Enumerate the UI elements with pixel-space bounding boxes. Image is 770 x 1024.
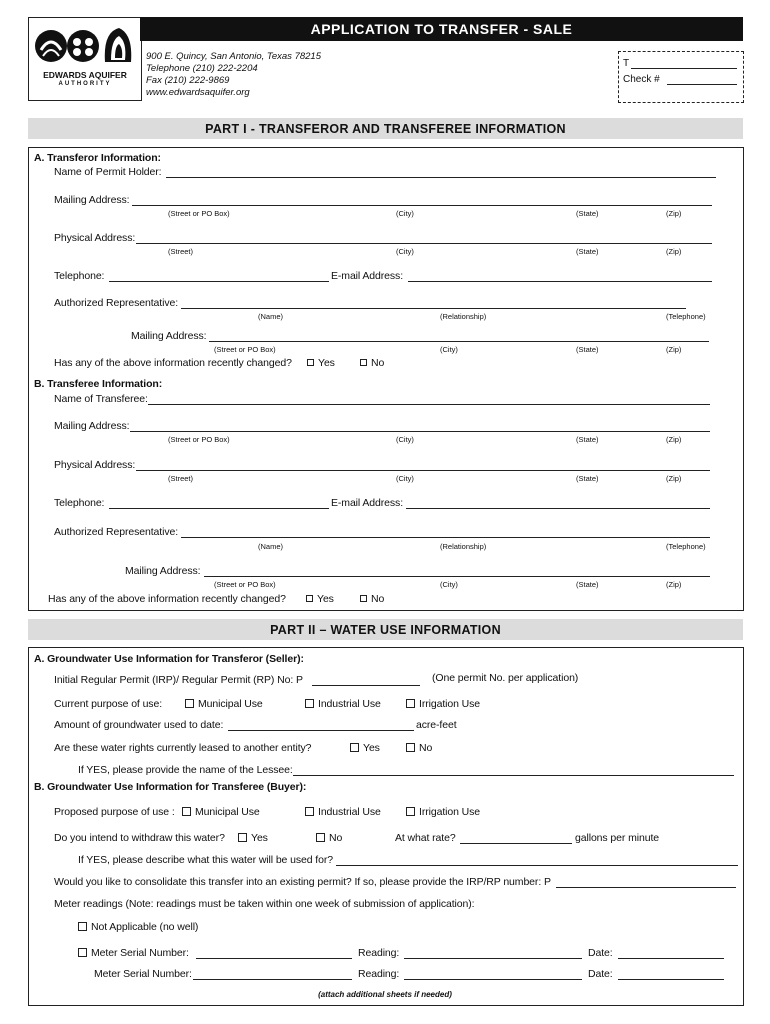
checkbox-icon[interactable] <box>305 807 314 816</box>
describe-label: If YES, please describe what this water will be used for? <box>78 854 333 866</box>
sub-street: (Street) <box>168 474 194 483</box>
transferee-rep-label: Authorized Representative: <box>54 526 179 538</box>
sub-city: (City) <box>396 247 414 256</box>
consolidate-label: Would you like to consolidate this transfer into an existing permit? If so, please provide the IRP/RP number: P <box>54 876 551 888</box>
sub-state: (State) <box>576 435 599 444</box>
not-applicable-option[interactable]: Not Applicable (no well) <box>78 921 198 933</box>
sub-city: (City) <box>396 435 414 444</box>
checkbox-icon[interactable] <box>238 833 247 842</box>
describe-field[interactable] <box>336 865 738 866</box>
checkbox-icon[interactable] <box>350 743 359 752</box>
office-check-label: Check # <box>623 74 660 85</box>
checkbox-icon[interactable] <box>306 595 313 602</box>
current-purpose-label: Current purpose of use: <box>54 698 163 710</box>
transferee-changed-label: Has any of the above information recently changed? <box>48 593 286 605</box>
current-industrial-option[interactable]: Industrial Use <box>305 698 381 710</box>
transferor-email-field[interactable] <box>408 281 712 282</box>
checkbox-icon[interactable] <box>406 699 415 708</box>
sub-street-po: (Street or PO Box) <box>214 580 276 589</box>
sub-name: (Name) <box>258 312 284 321</box>
consolidate-field[interactable] <box>556 887 736 888</box>
transferor-changed-label: Has any of the above information recently changed? <box>54 357 292 369</box>
transferee-rep-mailing-field[interactable] <box>204 576 710 577</box>
transferor-physical-field[interactable] <box>136 243 712 244</box>
office-check-field[interactable] <box>667 84 737 85</box>
meter2-serial-field[interactable] <box>193 979 352 980</box>
transferee-name-field[interactable] <box>148 404 710 405</box>
transferor-mailing-label: Mailing Address: <box>54 194 130 206</box>
transferee-physical-label: Physical Address: <box>54 459 136 471</box>
org-website[interactable]: www.edwardsaquifer.org <box>146 87 250 98</box>
sub-street-po: (Street or PO Box) <box>168 209 230 218</box>
sub-zip: (Zip) <box>666 345 682 354</box>
sub-zip: (Zip) <box>666 435 682 444</box>
office-t-field[interactable] <box>631 68 737 69</box>
transferor-rep-mailing-field[interactable] <box>209 341 709 342</box>
meter1-option[interactable]: Meter Serial Number: <box>78 947 189 959</box>
transferee-email-field[interactable] <box>406 508 710 509</box>
transferee-physical-field[interactable] <box>136 470 710 471</box>
withdraw-no-option[interactable]: No <box>316 832 342 844</box>
sub-state: (State) <box>576 247 599 256</box>
org-fax: Fax (210) 222-9869 <box>146 75 230 86</box>
meter1-date-label: Date: <box>588 947 613 959</box>
office-use-box <box>618 51 744 103</box>
logo <box>28 17 142 101</box>
checkbox-icon[interactable] <box>360 359 367 366</box>
meter-note: Meter readings (Note: readings must be taken within one week of submission of application): <box>54 898 475 910</box>
meter2-label: Meter Serial Number: <box>94 968 192 980</box>
transferee-telephone-field[interactable] <box>109 508 329 509</box>
meter2-date-field[interactable] <box>618 979 724 980</box>
part1-title: PART I - TRANSFEROR AND TRANSFEREE INFORMATION <box>28 118 743 139</box>
lessee-label: If YES, please provide the name of the Lessee: <box>78 764 293 776</box>
permit-holder-field[interactable] <box>166 177 716 178</box>
checkbox-icon[interactable] <box>360 595 367 602</box>
sub-zip: (Zip) <box>666 209 682 218</box>
meter1-reading-label: Reading: <box>358 947 400 959</box>
leased-label: Are these water rights currently leased to another entity? <box>54 742 312 754</box>
transferor-rep-mailing-label: Mailing Address: <box>131 330 207 342</box>
org-name: EDWARDS AQUIFER <box>43 70 127 80</box>
amount-field[interactable] <box>228 730 414 731</box>
irp-note: (One permit No. per application) <box>432 672 579 684</box>
sub-street-po: (Street or PO Box) <box>168 435 230 444</box>
eaa-logo-icon <box>33 22 137 70</box>
leased-no-option[interactable]: No <box>406 742 432 754</box>
meter1-serial-field[interactable] <box>196 958 352 959</box>
transferee-mailing-field[interactable] <box>130 431 710 432</box>
sub-name: (Name) <box>258 542 284 551</box>
transferor-telephone-field[interactable] <box>109 281 329 282</box>
checkbox-icon[interactable] <box>406 743 415 752</box>
meter1-date-field[interactable] <box>618 958 724 959</box>
sub-state: (State) <box>576 345 599 354</box>
proposed-industrial-option[interactable]: Industrial Use <box>305 806 381 818</box>
sub-city: (City) <box>440 580 458 589</box>
transferee-name-label: Name of Transferee: <box>54 393 148 405</box>
sub-city: (City) <box>396 474 414 483</box>
transferor-rep-field[interactable] <box>181 308 686 309</box>
office-t-label: T <box>623 58 630 69</box>
transferee-rep-field[interactable] <box>181 537 710 538</box>
transferor-physical-label: Physical Address: <box>54 232 136 244</box>
transferee-mailing-label: Mailing Address: <box>54 420 130 432</box>
acre-feet-unit: acre-feet <box>416 719 457 731</box>
checkbox-icon[interactable] <box>406 807 415 816</box>
proposed-municipal-option[interactable]: Municipal Use <box>182 806 260 818</box>
lessee-field[interactable] <box>293 775 734 776</box>
checkbox-icon[interactable] <box>78 948 87 957</box>
checkbox-icon[interactable] <box>78 922 87 931</box>
org-sub: AUTHORITY <box>58 81 112 87</box>
checkbox-icon[interactable] <box>185 699 194 708</box>
sub-state: (State) <box>576 580 599 589</box>
sub-telephone: (Telephone) <box>666 312 706 321</box>
current-irrigation-option[interactable]: Irrigation Use <box>406 698 480 710</box>
sub-city: (City) <box>440 345 458 354</box>
permit-holder-label: Name of Permit Holder: <box>54 166 162 178</box>
transferee-changed-yes[interactable]: Yes <box>306 593 334 605</box>
transferor-rep-label: Authorized Representative: <box>54 297 179 309</box>
checkbox-icon[interactable] <box>307 359 314 366</box>
sub-zip: (Zip) <box>666 580 682 589</box>
withdraw-label: Do you intend to withdraw this water? <box>54 832 225 844</box>
transferor-heading: A. Transferor Information: <box>34 152 161 164</box>
sub-zip: (Zip) <box>666 474 682 483</box>
checkbox-icon[interactable] <box>316 833 325 842</box>
seller-heading: A. Groundwater Use Information for Transferor (Seller): <box>34 653 304 665</box>
sub-street: (Street) <box>168 247 194 256</box>
checkbox-icon[interactable] <box>305 699 314 708</box>
sub-state: (State) <box>576 209 599 218</box>
rate-field[interactable] <box>460 843 572 844</box>
meter1-reading-field[interactable] <box>404 958 582 959</box>
transferee-changed-no[interactable]: No <box>360 593 384 605</box>
sub-relationship: (Relationship) <box>440 312 487 321</box>
transferor-changed-no[interactable]: No <box>360 357 384 369</box>
transferor-changed-yes[interactable]: Yes <box>307 357 335 369</box>
attach-note: (attach additional sheets if needed) <box>318 990 452 999</box>
sub-zip: (Zip) <box>666 247 682 256</box>
proposed-irrigation-option[interactable]: Irrigation Use <box>406 806 480 818</box>
sub-relationship: (Relationship) <box>440 542 487 551</box>
buyer-heading: B. Groundwater Use Information for Transferee (Buyer): <box>34 781 307 793</box>
meter2-date-label: Date: <box>588 968 613 980</box>
form-title: APPLICATION TO TRANSFER - SALE <box>140 17 743 41</box>
transferee-telephone-label: Telephone: <box>54 497 105 509</box>
proposed-purpose-label: Proposed purpose of use : <box>54 806 175 818</box>
org-address: 900 E. Quincy, San Antonio, Texas 78215 <box>146 51 321 62</box>
meter2-reading-label: Reading: <box>358 968 400 980</box>
transferor-telephone-label: Telephone: <box>54 270 105 282</box>
irp-field[interactable] <box>312 685 420 686</box>
withdraw-yes-option[interactable]: Yes <box>238 832 268 844</box>
sub-state: (State) <box>576 474 599 483</box>
sub-street-po: (Street or PO Box) <box>214 345 276 354</box>
transferee-heading: B. Transferee Information: <box>34 378 163 390</box>
amount-label: Amount of groundwater used to date: <box>54 719 224 731</box>
transferor-mailing-field[interactable] <box>132 205 712 206</box>
irp-label: Initial Regular Permit (IRP)/ Regular Permit (RP) No: P <box>54 674 303 686</box>
gpm-unit: gallons per minute <box>575 832 659 844</box>
leased-yes-option[interactable]: Yes <box>350 742 380 754</box>
current-municipal-option[interactable]: Municipal Use <box>185 698 263 710</box>
org-telephone: Telephone (210) 222-2204 <box>146 63 258 74</box>
transferee-rep-mailing-label: Mailing Address: <box>125 565 201 577</box>
sub-telephone: (Telephone) <box>666 542 706 551</box>
meter2-reading-field[interactable] <box>404 979 582 980</box>
checkbox-icon[interactable] <box>182 807 191 816</box>
transferor-email-label: E-mail Address: <box>331 270 404 282</box>
part2-title: PART II – WATER USE INFORMATION <box>28 619 743 640</box>
rate-label: At what rate? <box>395 832 456 844</box>
sub-city: (City) <box>396 209 414 218</box>
transferee-email-label: E-mail Address: <box>331 497 404 509</box>
